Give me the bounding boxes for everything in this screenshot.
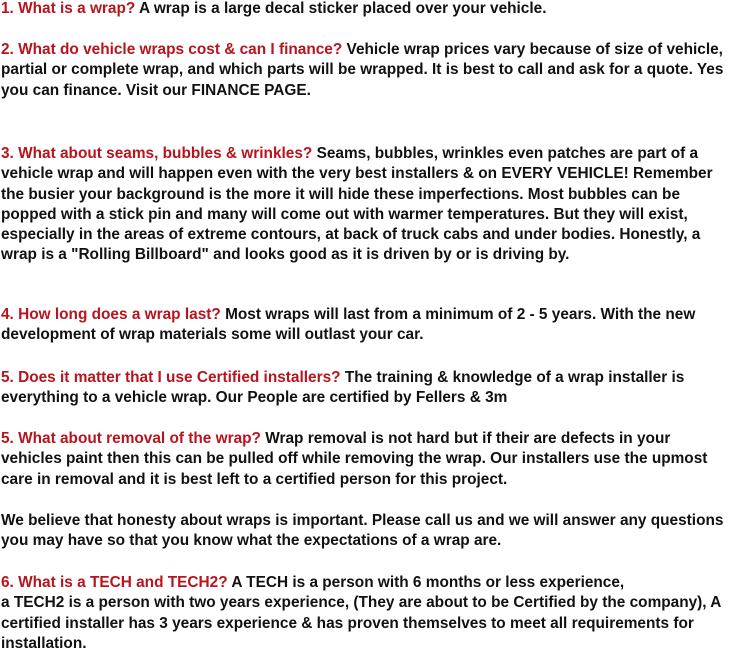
faq-item-wrap-lifespan: [1, 305, 731, 346]
faq-question: 6. What is a TECH and TECH2?: [1, 574, 228, 591]
honesty-note: We believe that honesty about wraps is important. Please call us and we will answer any questions you may have so that you know what the expectations of a wrap are.: [1, 512, 724, 550]
faq-answer: Seams, bubbles, wrinkles even patches are part of a vehicle wrap and will happen even with the very best installers & on EVERY VEHICLE! Remember the busier your background is the more it will hide these imperfections. Most bubbles can be popped with a stick pin and many will come out with warmer temperatures. But they will exist, especially in the areas of extreme contours, at back of truck cabs and under bodies. Honestly, a wrap is a "Rolling Billboard" and looks good as it is driven by or is driving by.: [1, 145, 713, 264]
faq-answer: Vehicle wrap prices vary because of size of vehicle, partial or complete wrap, and which parts will be wrapped. It is best to call and ask for a quote. Yes you can finance. Visit our FINANCE PAGE.: [1, 41, 724, 99]
faq-question: 5. What about removal of the wrap?: [1, 430, 261, 447]
faq-question: 5. Does it matter that I use Certified installers?: [1, 369, 341, 386]
faq-question: 3. What about seams, bubbles & wrinkles?: [1, 145, 313, 162]
faq-answer: A wrap is a large decal sticker placed over your vehicle.: [139, 0, 547, 17]
faq-answer: A TECH is a person with 6 months or less experience,: [231, 574, 625, 591]
faq-answer-continued: a TECH2 is a person with two years experience, (They are about to be Certified by the company), A certified installer has 3 years experience & has proven themselves to meet all requirements for installation.: [1, 594, 721, 652]
faq-answer: Wrap removal is not hard but if their are defects in your vehicles paint then this can be pulled off while removing the wrap. Our installers use the upmost care in removal and it is best left to a certified person for this project.: [1, 430, 708, 488]
faq-item-wrap-removal: [1, 429, 731, 490]
faq-item-tech-levels: [1, 573, 731, 654]
faq-item-what-is-a-wrap: [1, 0, 731, 19]
faq-item-wrap-cost: [1, 40, 731, 101]
faq-question: 1. What is a wrap?: [1, 0, 136, 17]
faq-answer: The training & knowledge of a wrap installer is everything to a vehicle wrap. Our People are certified by Fellers & 3m: [1, 369, 685, 407]
faq-item-seams-bubbles: [1, 144, 731, 266]
faq-question: 2. What do vehicle wraps cost & can I finance?: [1, 41, 343, 58]
faq-question: 4. How long does a wrap last?: [1, 306, 221, 323]
faq-item-certified-installers: [1, 368, 731, 409]
faq-answer: Most wraps will last from a minimum of 2 - 5 years. With the new development of wrap materials some will outlast your car.: [1, 306, 696, 344]
